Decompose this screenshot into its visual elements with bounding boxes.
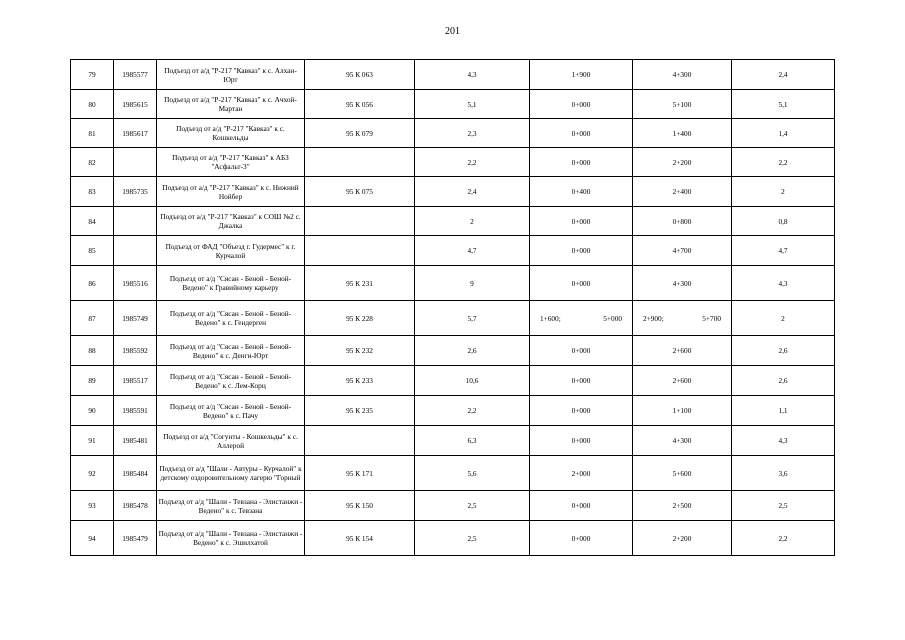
road-name-cell: Подъезд от а/д "Согунты - Кошкельды" к с. Аллерой [157, 426, 305, 456]
start-km-cell: 0+000 [530, 90, 633, 119]
start-km-cell-first: 1+600; [540, 313, 561, 323]
length-cell: 6,3 [415, 426, 530, 456]
section-length-cell: 3,6 [732, 456, 835, 491]
start-km-cell: 0+400 [530, 177, 633, 207]
end-km-cell: 4+300 [633, 426, 732, 456]
registration-number-cell: 95 К 056 [305, 90, 415, 119]
registration-number-cell: 95 К 171 [305, 456, 415, 491]
row-number-cell: 85 [71, 236, 114, 266]
row-number-cell: 87 [71, 301, 114, 336]
row-number-cell: 84 [71, 207, 114, 236]
road-name-cell: Подъезд от а/д "Сясан - Беной - Беной-Ведено" к с. Денги-Юрт [157, 336, 305, 366]
start-km-cell: 1+900 [530, 60, 633, 90]
table-row [71, 119, 835, 148]
row-number-cell: 81 [71, 119, 114, 148]
length-cell: 4,7 [415, 236, 530, 266]
row-number-cell: 80 [71, 90, 114, 119]
page-number: 201 [445, 26, 460, 37]
section-length-cell: 1,1 [732, 396, 835, 426]
section-length-cell: 4,3 [732, 426, 835, 456]
start-km-cell: 0+000 [530, 148, 633, 177]
registration-number-cell: 95 К 233 [305, 366, 415, 396]
road-id-cell [114, 148, 157, 177]
road-id-cell: 1985592 [114, 336, 157, 366]
start-km-cell: 0+000 [530, 207, 633, 236]
end-km-cell: 1+400 [633, 119, 732, 148]
start-km-cell: 0+000 [530, 236, 633, 266]
end-km-cell: 0+800 [633, 207, 732, 236]
road-name-cell: Подъезд от а/д "Р-217 "Кавказ" к с. Ачхой-Мартан [157, 90, 305, 119]
road-name-cell: Подъезд от а/д "Р-217 "Кавказ" к АБЗ "Асфальт-3" [157, 148, 305, 177]
registration-number-cell: 95 К 079 [305, 119, 415, 148]
road-name-cell: Подъезд от а/д "Шали - Тевзана - Элистанжи - Ведено" к с. Эшилхатой [157, 521, 305, 556]
start-km-cell: 0+000 [530, 336, 633, 366]
table-row [71, 177, 835, 207]
registration-number-cell [305, 426, 415, 456]
start-km-cell: 0+000 [530, 491, 633, 521]
row-number-cell: 79 [71, 60, 114, 90]
length-cell: 10,6 [415, 366, 530, 396]
row-number-cell: 93 [71, 491, 114, 521]
road-id-cell: 1985617 [114, 119, 157, 148]
table-row [71, 266, 835, 301]
road-id-cell [114, 236, 157, 266]
length-cell: 2,3 [415, 119, 530, 148]
start-km-cell: 0+000 [530, 366, 633, 396]
end-km-cell-first: 2+900; [643, 313, 664, 323]
road-id-cell: 1985516 [114, 266, 157, 301]
start-km-cell: 2+000 [530, 456, 633, 491]
end-km-cell: 5+100 [633, 90, 732, 119]
table-row [71, 521, 835, 556]
table-body [71, 60, 835, 556]
table-row [71, 396, 835, 426]
section-length-cell: 0,8 [732, 207, 835, 236]
end-km-cell [633, 301, 732, 336]
registration-number-cell: 95 К 232 [305, 336, 415, 366]
end-km-cell: 4+300 [633, 60, 732, 90]
length-cell: 2,5 [415, 491, 530, 521]
registration-number-cell: 95 К 063 [305, 60, 415, 90]
registration-number-cell [305, 148, 415, 177]
road-id-cell: 1985479 [114, 521, 157, 556]
table-row [71, 236, 835, 266]
end-km-cell-second: 5+700 [702, 313, 721, 323]
registration-number-cell: 95 К 228 [305, 301, 415, 336]
end-km-cell: 1+100 [633, 396, 732, 426]
row-number-cell: 82 [71, 148, 114, 177]
length-cell: 4,3 [415, 60, 530, 90]
length-cell: 2,2 [415, 148, 530, 177]
road-name-cell: Подъезд от а/д "Шали - Тевзана - Элистанжи - Ведено" к с. Тевзана [157, 491, 305, 521]
row-number-cell: 92 [71, 456, 114, 491]
road-name-cell: Подъезд от а/д "Сясан - Беной - Беной-Ведено" к с. Пачу [157, 396, 305, 426]
section-length-cell: 4,3 [732, 266, 835, 301]
road-id-cell: 1985517 [114, 366, 157, 396]
length-cell: 5,6 [415, 456, 530, 491]
length-cell: 2,2 [415, 396, 530, 426]
road-name-cell: Подъезд от а/д "Сясан - Беной - Беной-Ведено" к Гравийному карьеру [157, 266, 305, 301]
road-name-cell: Подъезд от а/д "Сясан - Беной - Беной-Ведено" к с. Лем-Корц [157, 366, 305, 396]
registration-number-cell: 95 К 150 [305, 491, 415, 521]
registration-number-cell [305, 236, 415, 266]
section-length-cell: 4,7 [732, 236, 835, 266]
road-name-cell: Подъезд от а/д "Сясан - Беной - Беной-Ведено" к с. Гендерген [157, 301, 305, 336]
road-name-cell: Подъезд от а/д "Шали - Автуры - Курчалой" к детскому оздоровительному лагерю "Горный [157, 456, 305, 491]
row-number-cell: 89 [71, 366, 114, 396]
section-length-cell: 2,4 [732, 60, 835, 90]
start-km-cell: 0+000 [530, 426, 633, 456]
road-name-cell: Подъезд от а/д "Р-217 "Кавказ" к СОШ №2 с. Джалка [157, 207, 305, 236]
table-row [71, 60, 835, 90]
start-km-cell: 0+000 [530, 266, 633, 301]
table-row [71, 148, 835, 177]
start-km-cell-second: 5+000 [603, 313, 622, 323]
start-km-cell [530, 301, 633, 336]
road-id-cell: 1985478 [114, 491, 157, 521]
road-name-cell: Подъезд от ФАД "Объезд г. Гудермес" к г. Курчалой [157, 236, 305, 266]
table-row [71, 491, 835, 521]
length-cell: 2,5 [415, 521, 530, 556]
road-id-cell [114, 207, 157, 236]
road-id-cell: 1985591 [114, 396, 157, 426]
length-cell: 2,4 [415, 177, 530, 207]
section-length-cell: 2 [732, 301, 835, 336]
section-length-cell: 2,2 [732, 521, 835, 556]
row-number-cell: 88 [71, 336, 114, 366]
end-km-cell: 2+200 [633, 521, 732, 556]
road-name-cell: Подъезд от а/д "Р-217 "Кавказ" к с. Алхан-Юрт [157, 60, 305, 90]
end-km-cell: 5+600 [633, 456, 732, 491]
end-km-cell: 4+700 [633, 236, 732, 266]
road-id-cell: 1985484 [114, 456, 157, 491]
road-id-cell: 1985735 [114, 177, 157, 207]
length-cell: 5,7 [415, 301, 530, 336]
table-row [71, 336, 835, 366]
end-km-cell: 2+400 [633, 177, 732, 207]
length-cell: 2,6 [415, 336, 530, 366]
end-km-cell: 2+500 [633, 491, 732, 521]
row-number-cell: 94 [71, 521, 114, 556]
road-id-cell: 1985577 [114, 60, 157, 90]
length-cell: 5,1 [415, 90, 530, 119]
row-number-cell: 86 [71, 266, 114, 301]
end-km-cell: 2+600 [633, 366, 732, 396]
row-number-cell: 91 [71, 426, 114, 456]
table-row [71, 456, 835, 491]
registration-number-cell: 95 К 235 [305, 396, 415, 426]
start-km-cell: 0+000 [530, 119, 633, 148]
start-km-cell: 0+000 [530, 396, 633, 426]
end-km-cell: 2+200 [633, 148, 732, 177]
section-length-cell: 2,5 [732, 491, 835, 521]
section-length-cell: 2,6 [732, 336, 835, 366]
row-number-cell: 90 [71, 396, 114, 426]
start-km-cell: 0+000 [530, 521, 633, 556]
length-cell: 9 [415, 266, 530, 301]
end-km-cell: 4+300 [633, 266, 732, 301]
registration-number-cell: 95 К 075 [305, 177, 415, 207]
section-length-cell: 2 [732, 177, 835, 207]
table-row [71, 90, 835, 119]
road-id-cell: 1985615 [114, 90, 157, 119]
table-row [71, 426, 835, 456]
length-cell: 2 [415, 207, 530, 236]
road-id-cell: 1985749 [114, 301, 157, 336]
end-km-cell: 2+600 [633, 336, 732, 366]
road-name-cell: Подъезд от а/д "Р-217 "Кавказ" к с. Нижний Нойбер [157, 177, 305, 207]
section-length-cell: 5,1 [732, 90, 835, 119]
road-name-cell: Подъезд от а/д "Р-217 "Кавказ" к с. Кошкельды [157, 119, 305, 148]
road-id-cell: 1985481 [114, 426, 157, 456]
registration-number-cell [305, 207, 415, 236]
section-length-cell: 2,2 [732, 148, 835, 177]
section-length-cell: 2,6 [732, 366, 835, 396]
registration-number-cell: 95 К 231 [305, 266, 415, 301]
table-row [71, 366, 835, 396]
roads-table [70, 59, 835, 556]
registration-number-cell: 95 К 154 [305, 521, 415, 556]
table-row [71, 301, 835, 336]
table-row [71, 207, 835, 236]
section-length-cell: 1,4 [732, 119, 835, 148]
row-number-cell: 83 [71, 177, 114, 207]
